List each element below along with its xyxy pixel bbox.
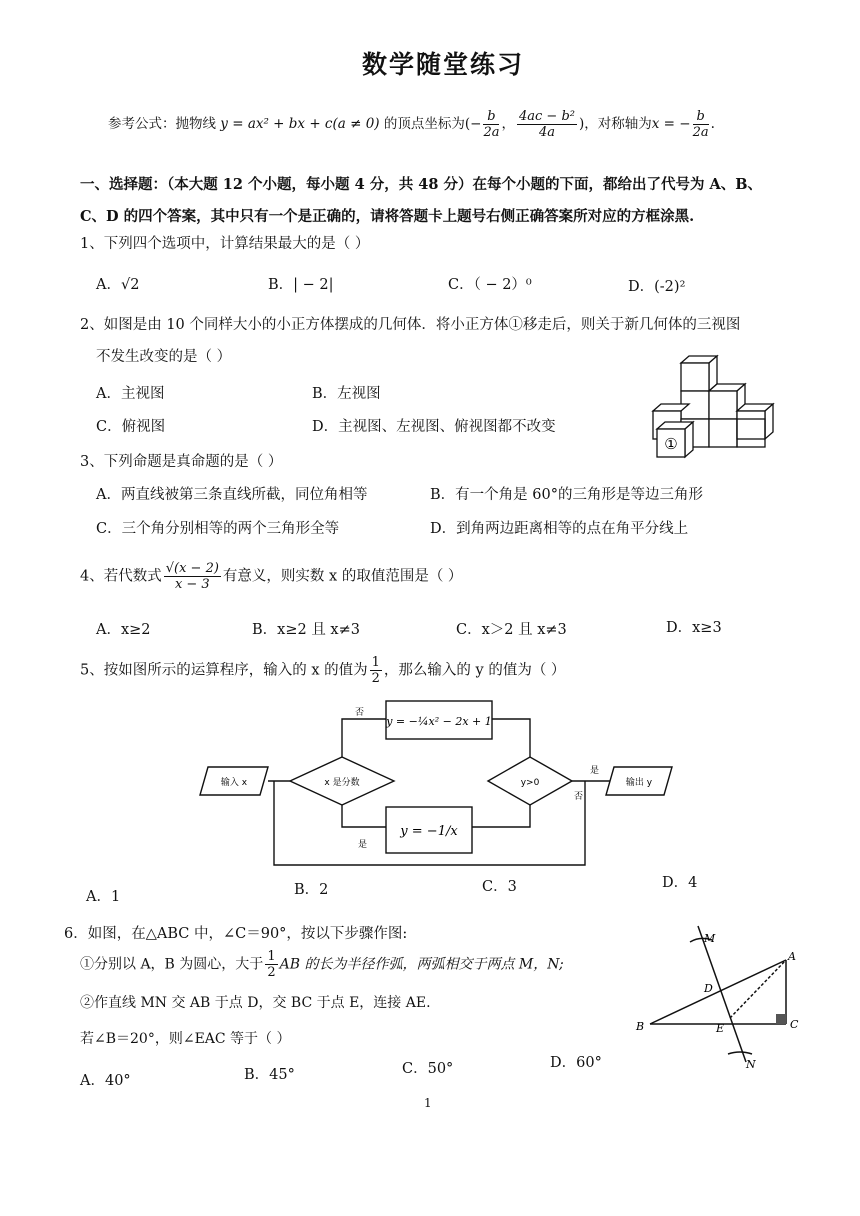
fraction-b-2a-axis: $\frac{b}{2a}$ bbox=[692, 109, 709, 140]
q1-option-d: D．(-2)² bbox=[628, 279, 686, 295]
q2-option-b: B．左视图 bbox=[312, 386, 381, 402]
q2-option-c: C．俯视图 bbox=[96, 419, 166, 435]
q6-option-c: C．50° bbox=[402, 1061, 454, 1077]
flow-no1-label: 否 bbox=[355, 708, 365, 718]
q4-pre: 4、若代数式 bbox=[80, 568, 162, 585]
label-e: E bbox=[716, 1022, 725, 1035]
q4-option-a: A．x≥2 bbox=[96, 622, 151, 638]
formula-axis-text: ，对称轴为 bbox=[584, 116, 652, 132]
section-header-line1: 一、选择题：（本大题 12 个小题，每小题 4 分，共 48 分）在每个小题的下面，都给出了代号为 A、B、 bbox=[80, 176, 763, 193]
flow-box-top-label: y = −¼x² − 2x + 1 bbox=[386, 715, 492, 728]
q2-stem-line1: 2、如图是由 10 个同样大小的小正方体摆成的几何体．将小正方体①移走后，则关于新几何体的三视图 bbox=[80, 317, 741, 333]
cube-stack-figure bbox=[645, 355, 785, 465]
flow-input-label: 输入 x bbox=[220, 778, 248, 788]
flow-yes1-label: 是 bbox=[358, 840, 368, 850]
q5-pre: 5、按如图所示的运算程序，输入的 x 的值为 bbox=[80, 662, 368, 679]
reference-formula bbox=[108, 110, 715, 139]
label-a: A bbox=[788, 950, 796, 963]
q3-option-d: D．到角两边距离相等的点在角平分线上 bbox=[430, 521, 689, 537]
page-number: 1 bbox=[424, 1096, 432, 1110]
page-title: 数学随堂练习 bbox=[362, 50, 525, 79]
q6-step1-post: AB 的长为半径作弧，两弧相交于两点 M，N; bbox=[279, 956, 564, 973]
label-d: D bbox=[704, 982, 713, 995]
q5-stem bbox=[80, 656, 565, 685]
formula-close: ) bbox=[578, 116, 585, 132]
fraction-vertex-y: $\frac{\text{4ac − b²}}{4a}$ bbox=[518, 109, 575, 140]
flowchart bbox=[190, 695, 700, 875]
q1-stem: 1、下列四个选项中，计算结果最大的是（ ） bbox=[80, 236, 370, 252]
q5-option-d: D．4 bbox=[662, 875, 698, 891]
label-m: M bbox=[704, 932, 716, 945]
q4-option-d: D．x≥3 bbox=[666, 620, 722, 636]
q4-post: 有意义，则实数 x 的取值范围是（ ） bbox=[222, 568, 463, 585]
q5-option-c: C．3 bbox=[482, 879, 517, 895]
formula-sep: ， bbox=[501, 116, 515, 132]
label-b: B bbox=[636, 1020, 645, 1033]
flow-box-bottom-label: y = −1/x bbox=[400, 824, 458, 839]
formula-open: (− bbox=[464, 116, 482, 132]
formula-axis-x: x = − bbox=[651, 116, 691, 132]
formula-end: . bbox=[710, 116, 715, 132]
triangle-figure bbox=[628, 922, 808, 1072]
q1-option-a: A．√2 bbox=[96, 277, 140, 293]
q4-option-b: B．x≥2 且 x≠3 bbox=[252, 622, 360, 638]
q3-option-a: A．两直线被第三条直线所截，同位角相等 bbox=[96, 487, 368, 503]
q2-option-d: D．主视图、左视图、俯视图都不改变 bbox=[312, 419, 556, 435]
q5-fraction: $\frac{1}{2}$ bbox=[371, 655, 380, 686]
q5-post: ，那么输入的 y 的值为（ ） bbox=[383, 662, 566, 679]
q6-fraction: $\frac{1}{2}$ bbox=[267, 949, 276, 980]
q6-stem: 6．如图，在△ABC 中，∠C＝90°，按以下步骤作图: bbox=[64, 926, 408, 942]
formula-equation: y = ax² + bx + c(a ≠ 0) bbox=[220, 116, 380, 132]
q3-option-b: B．有一个角是 60°的三角形是等边三角形 bbox=[430, 487, 703, 503]
q4-option-c: C．x＞2 且 x≠3 bbox=[456, 622, 567, 638]
q1-option-c: C．（ − 2）⁰ bbox=[448, 277, 532, 293]
formula-prefix: 参考公式：抛物线 bbox=[108, 116, 216, 132]
q4-stem bbox=[80, 562, 462, 591]
q5-option-b: B．2 bbox=[294, 882, 329, 898]
q3-option-c: C．三个角分别相等的两个三角形全等 bbox=[96, 521, 340, 537]
q2-option-a: A．主视图 bbox=[96, 386, 165, 402]
flow-cond2-label: y>0 bbox=[520, 778, 540, 788]
q6-step1-pre: ①分别以 A，B 为圆心，大于 bbox=[80, 956, 264, 973]
q6-option-a: A．40° bbox=[80, 1073, 131, 1089]
q4-fraction: $\frac{√(x - 2)}{x - 3}$ bbox=[165, 561, 219, 592]
flow-no2-label: 否 bbox=[574, 792, 584, 802]
label-n: N bbox=[746, 1058, 756, 1071]
fraction-b-2a: $\frac{b}{2a}$ bbox=[483, 109, 500, 140]
cube-label: ① bbox=[664, 435, 678, 453]
flow-cond1-label: x 是分数 bbox=[324, 778, 360, 788]
q6-step1 bbox=[80, 950, 564, 979]
flow-yes2-label: 是 bbox=[590, 766, 600, 776]
q6-option-b: B．45° bbox=[244, 1067, 295, 1083]
label-c: C bbox=[790, 1018, 799, 1031]
q3-stem: 3、下列命题是真命题的是（ ） bbox=[80, 454, 283, 470]
section-header-line2: C、D 的四个答案，其中只有一个是正确的，请将答题卡上题号右侧正确答案所对应的方框涂黑. bbox=[80, 208, 695, 225]
q1-option-b: B．| − 2| bbox=[268, 277, 334, 293]
flow-output-label: 输出 y bbox=[625, 778, 653, 788]
q6-step2: ②作直线 MN 交 AB 于点 D，交 BC 于点 E，连接 AE. bbox=[80, 995, 431, 1011]
q6-condition: 若∠B＝20°，则∠EAC 等于（ ） bbox=[80, 1031, 291, 1047]
q2-stem-line2: 不发生改变的是（ ） bbox=[96, 349, 232, 365]
formula-vertex-text: 的顶点坐标为 bbox=[383, 116, 465, 132]
q5-option-a: A．1 bbox=[86, 889, 121, 905]
q6-option-d: D．60° bbox=[550, 1055, 602, 1071]
